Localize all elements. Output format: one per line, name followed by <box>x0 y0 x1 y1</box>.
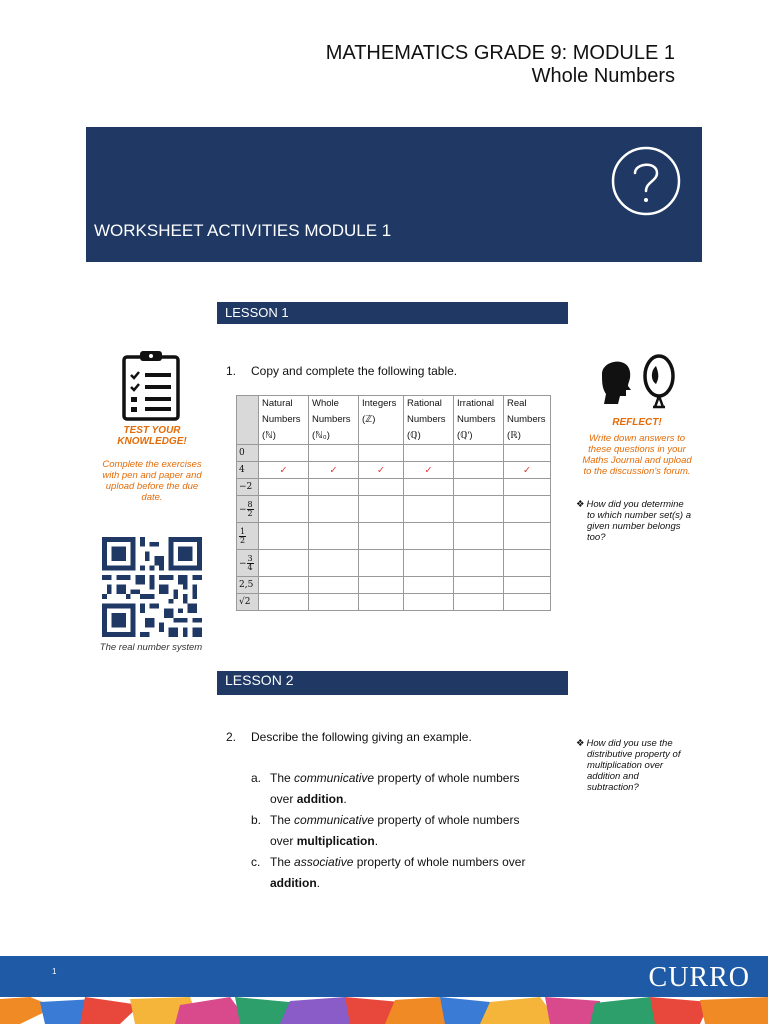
table-cell[interactable] <box>259 496 309 523</box>
qr-caption: The real number system <box>99 642 203 653</box>
question-circle-icon <box>610 145 682 217</box>
table-cell[interactable] <box>404 550 454 577</box>
table-row <box>237 445 551 462</box>
table-cell[interactable] <box>454 594 504 611</box>
table-cell[interactable] <box>454 550 504 577</box>
table-cell[interactable] <box>359 496 404 523</box>
lesson-1-header: LESSON 1 <box>217 302 568 324</box>
table-cell[interactable] <box>454 445 504 462</box>
item-b-line2: over multiplication. <box>270 834 379 848</box>
worksheet-banner <box>86 127 702 262</box>
reflect-title: REFLECT! <box>612 417 662 428</box>
table-cell[interactable] <box>454 462 504 479</box>
table-cell[interactable] <box>404 496 454 523</box>
row-label: 4 <box>237 462 259 479</box>
item-c-letter: c. <box>251 855 261 869</box>
table-cell[interactable] <box>359 523 404 550</box>
table-cell[interactable] <box>259 577 309 594</box>
table-cell[interactable] <box>504 550 551 577</box>
qr-code-icon[interactable] <box>99 537 205 637</box>
question-2-number: 2. <box>226 730 237 744</box>
item-c-line1: The associative property of whole numbers over <box>270 855 526 869</box>
page-number: 1 <box>52 967 57 976</box>
document-title: MATHEMATICS GRADE 9: MODULE 1 <box>325 42 675 64</box>
table-cell[interactable] <box>309 523 359 550</box>
lesson-2-header: LESSON 2 <box>217 671 568 695</box>
table-cell[interactable]: ✓ <box>309 462 359 479</box>
table-cell[interactable] <box>359 577 404 594</box>
reflect-text: Write down answers to these questions in your Maths Journal and upload to the discussion’s forum. <box>582 433 692 477</box>
item-b-line1: The communicative property of whole numbers <box>270 813 520 827</box>
document-subtitle: Whole Numbers <box>531 65 675 87</box>
table-cell[interactable] <box>309 445 359 462</box>
clipboard-checklist-icon <box>121 349 181 421</box>
header-whole: Whole Numbers (ℕ₀) <box>309 396 359 445</box>
reflect-question-2: ❖ How did you use the distributive property of multiplication over addition and subtraction? <box>576 738 681 793</box>
item-c-line2: addition. <box>270 876 321 890</box>
table-row <box>237 462 551 479</box>
item-a-letter: a. <box>251 771 262 785</box>
number-set-table <box>236 395 551 611</box>
table-cell[interactable] <box>404 594 454 611</box>
table-corner-cell <box>237 396 259 445</box>
item-b-letter: b. <box>251 813 262 827</box>
table-header-row <box>237 396 551 445</box>
table-cell[interactable] <box>454 479 504 496</box>
table-cell[interactable] <box>309 577 359 594</box>
test-knowledge-title: TEST YOUR KNOWLEDGE! <box>117 425 187 447</box>
row-label: √2 <box>237 594 259 611</box>
item-a-line1: The communicative property of whole numbers <box>270 771 520 785</box>
table-cell[interactable] <box>259 445 309 462</box>
table-cell[interactable] <box>359 550 404 577</box>
row-label: 2,5 <box>237 577 259 594</box>
table-cell[interactable] <box>504 523 551 550</box>
table-cell[interactable] <box>259 479 309 496</box>
item-a-line2: over addition. <box>270 792 347 806</box>
table-row <box>237 577 551 594</box>
table-cell[interactable] <box>504 496 551 523</box>
row-label: − $\frac{3}{4}$ <box>237 550 259 577</box>
table-cell[interactable] <box>454 523 504 550</box>
row-label: 0 <box>237 445 259 462</box>
table-cell[interactable] <box>404 577 454 594</box>
table-cell[interactable] <box>359 445 404 462</box>
banner-title: WORKSHEET ACTIVITIES MODULE 1 <box>94 221 392 240</box>
table-row <box>237 523 551 550</box>
table-cell[interactable] <box>259 594 309 611</box>
table-cell[interactable] <box>504 445 551 462</box>
table-cell[interactable] <box>454 496 504 523</box>
curro-logo: CURRO <box>648 962 750 993</box>
header-natural: Natural Numbers (ℕ) <box>259 396 309 445</box>
table-cell[interactable] <box>504 577 551 594</box>
table-cell[interactable] <box>259 523 309 550</box>
table-cell[interactable] <box>404 523 454 550</box>
table-row <box>237 594 551 611</box>
row-label: − $\frac{8}{2}$ <box>237 496 259 523</box>
test-knowledge-text: Complete the exercises with pen and paper and upload before the due date. <box>102 459 202 503</box>
question-1-number: 1. <box>226 364 237 378</box>
table-cell[interactable] <box>309 550 359 577</box>
table-cell[interactable] <box>359 479 404 496</box>
row-label: −2 <box>237 479 259 496</box>
table-cell[interactable]: ✓ <box>504 462 551 479</box>
footer-decorative-shapes <box>0 997 768 1024</box>
table-cell[interactable] <box>309 479 359 496</box>
table-cell[interactable] <box>404 479 454 496</box>
table-row <box>237 479 551 496</box>
table-cell[interactable] <box>504 594 551 611</box>
table-cell[interactable]: ✓ <box>259 462 309 479</box>
table-cell[interactable]: ✓ <box>359 462 404 479</box>
table-cell[interactable] <box>259 550 309 577</box>
reflect-question-1: ❖ How did you determine to which number set(s) a given number belongs too? <box>576 499 692 543</box>
table-row <box>237 496 551 523</box>
question-2-text: Describe the following giving an example. <box>251 730 472 744</box>
table-cell[interactable] <box>309 496 359 523</box>
table-cell[interactable] <box>504 479 551 496</box>
table-cell[interactable] <box>309 594 359 611</box>
question-1-text: Copy and complete the following table. <box>251 364 458 378</box>
header-rational: Rational Numbers (ℚ) <box>404 396 454 445</box>
header-irrational: Irrational Numbers (ℚ′) <box>454 396 504 445</box>
table-row <box>237 550 551 577</box>
header-real: Real Numbers (ℝ) <box>504 396 551 445</box>
table-cell[interactable] <box>454 577 504 594</box>
header-integers: Integers (ℤ) <box>359 396 404 445</box>
table-cell[interactable]: ✓ <box>404 462 454 479</box>
table-cell[interactable] <box>359 594 404 611</box>
table-cell[interactable] <box>404 445 454 462</box>
row-label: $\frac{1}{2}$ <box>237 523 259 550</box>
reflect-heads-icon <box>598 352 678 410</box>
